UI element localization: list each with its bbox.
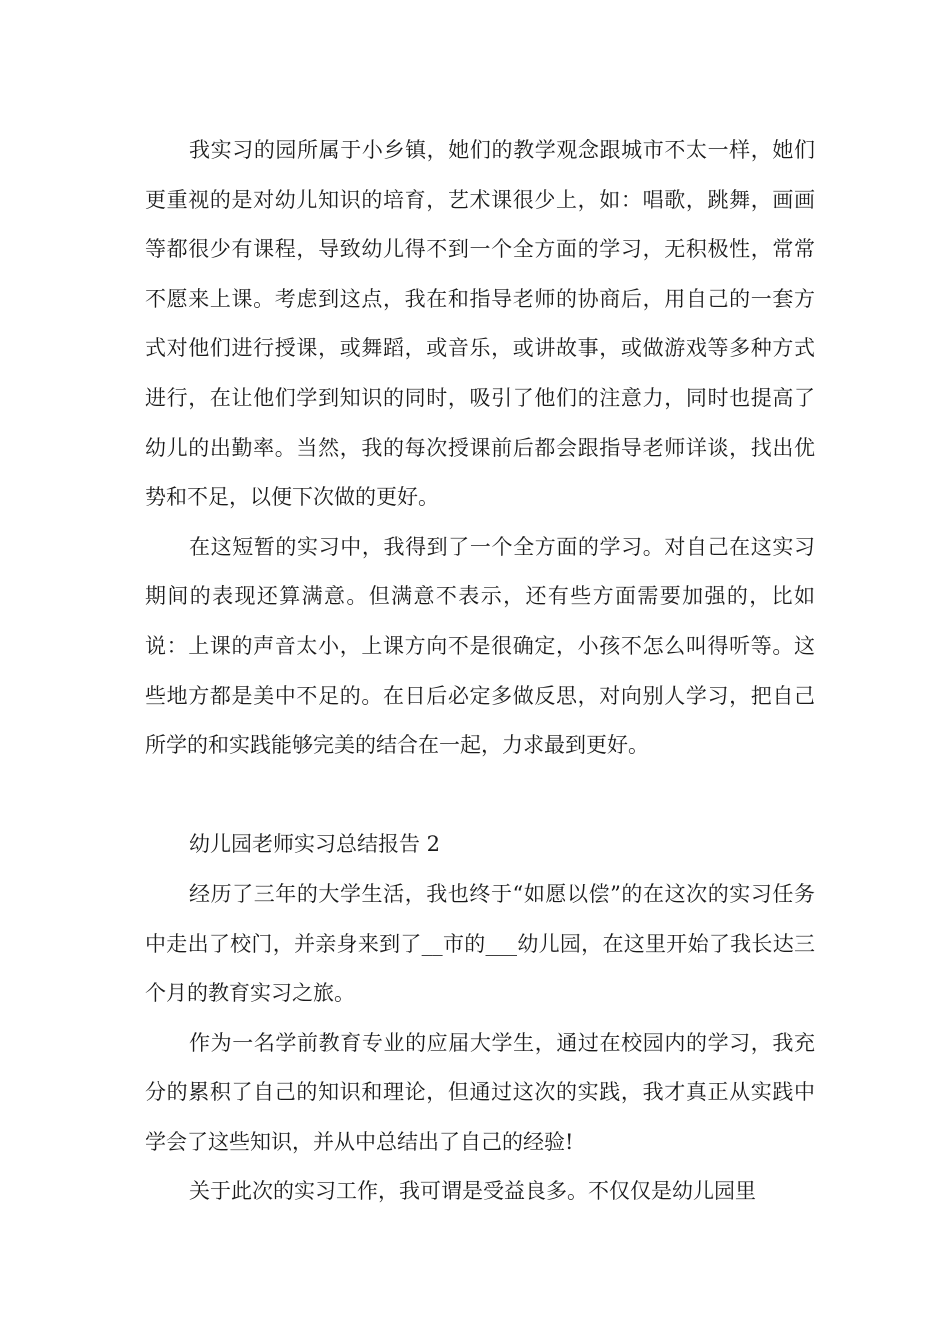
paragraph-self-reflection: 在这短暂的实习中，我得到了一个全方面的学习。对自己在这实习期间的表现还算满意。但满意不表示，还有些方面需要加强的，比如说：上课的声音太小，上课方向不是很确定，小孩不怎么叫得听等。这些地方都是美中不足的。在日后必定多做反思，对向别人学习，把自己所学的和实践能够完美的结合在一起，力求最到更好。 (145, 534, 815, 758)
paragraph-benefits: 关于此次的实习工作，我可谓是受益良多。不仅仅是幼儿园里 (189, 1179, 756, 1204)
paragraph-teaching-approach: 我实习的园所属于小乡镇，她们的教学观念跟城市不太一样，她们更重视的是对幼儿知识的培育，艺术课很少上，如：唱歌，跳舞，画画等都很少有课程，导致幼儿得不到一个全方面的学习，无积极性，常常不愿来上课。考虑到这点，我在和指导老师的协商后，用自己的一套方式对他们进行授课，或舞蹈，或音乐，或讲故事，或做游戏等多种方式进行，在让他们学到知识的同时，吸引了他们的注意力，同时也提高了幼儿的出勤率。当然，我的每次授课前后都会跟指导老师详谈，找出优势和不足，以便下次做的更好。 (145, 138, 815, 510)
section-heading: 幼儿园老师实习总结报告 2 (189, 832, 441, 857)
document-body (145, 126, 815, 1217)
paragraph-internship-start: 经历了三年的大学生活，我也终于“如愿以偿”的在这次的实习任务中走出了校门，并亲身来到了__市的___幼儿园，在这里开始了我长达三个月的教育实习之旅。 (145, 881, 815, 1006)
paragraph-knowledge-practice: 作为一名学前教育专业的应届大学生，通过在校园内的学习，我充分的累积了自己的知识和理论，但通过这次的实践，我才真正从实践中学会了这些知识，并从中总结出了自己的经验! (145, 1030, 815, 1154)
